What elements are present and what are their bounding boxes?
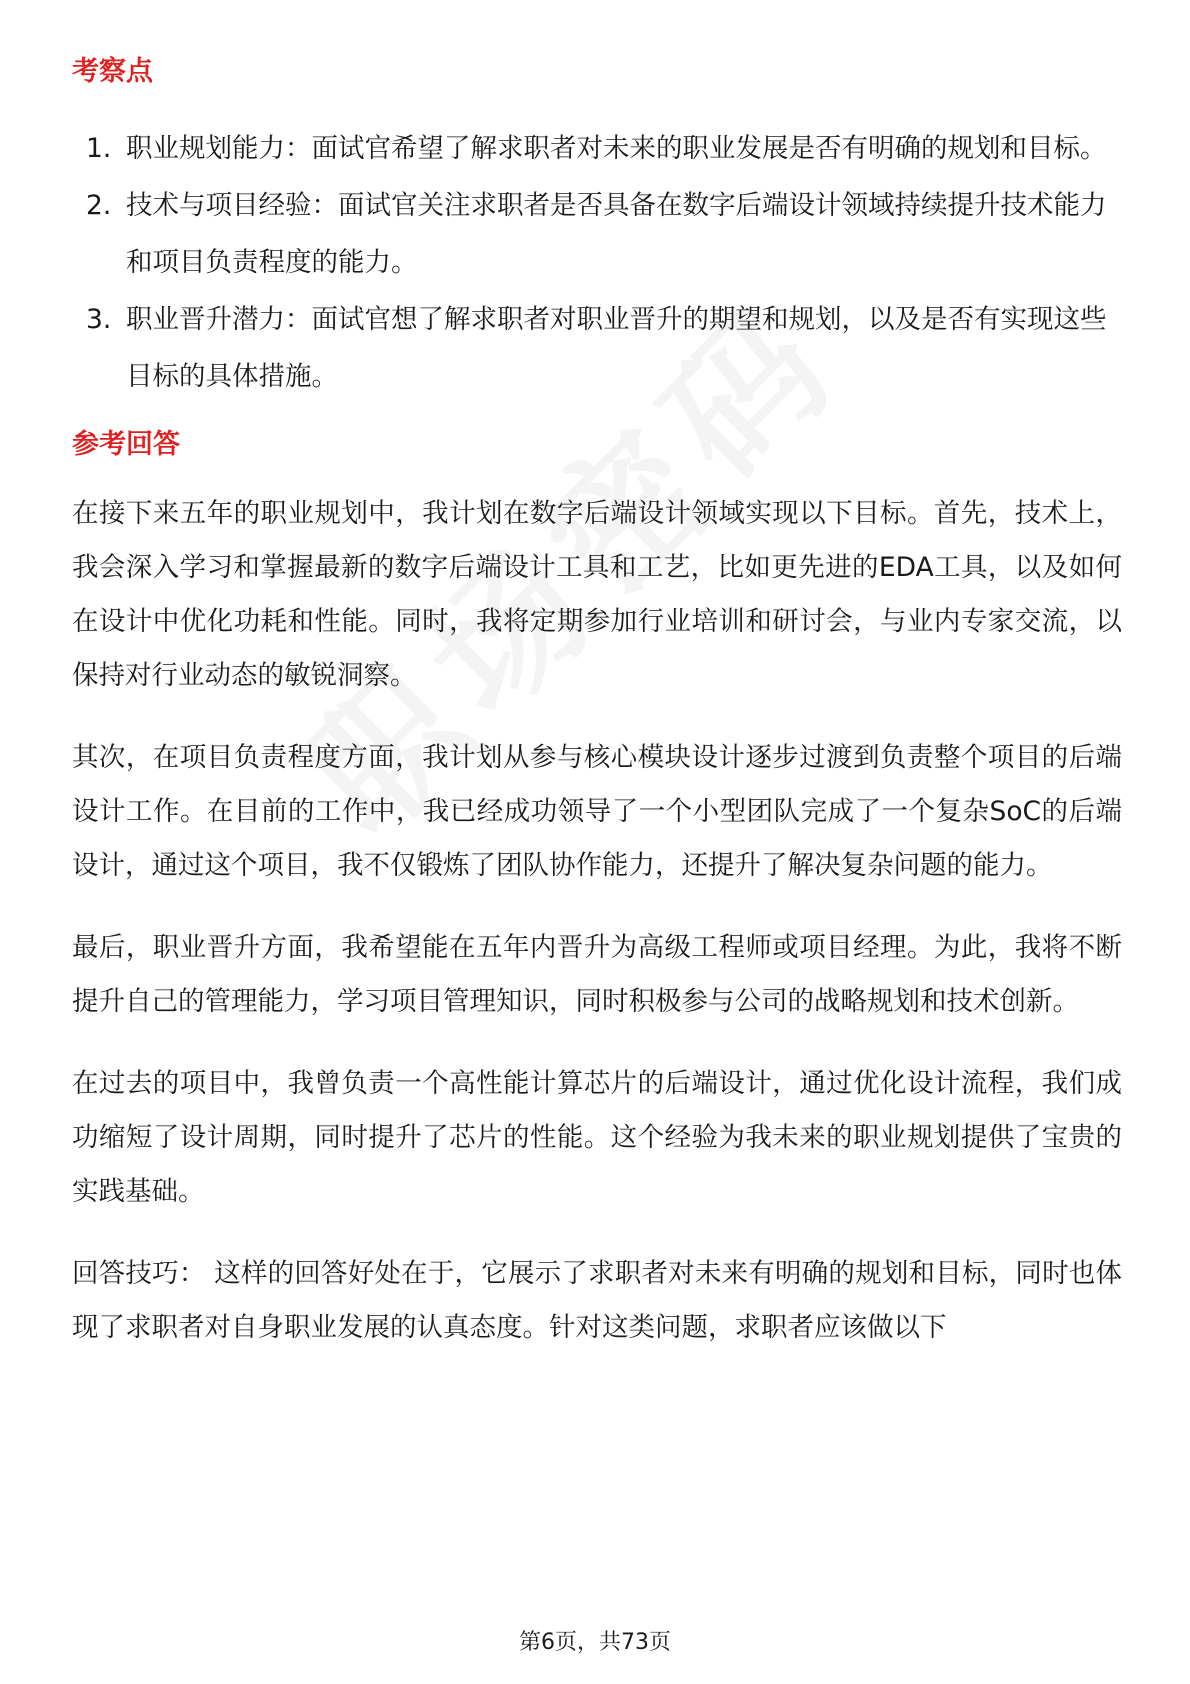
- tips-paragraph: 回答技巧： 这样的回答好处在于，它展示了求职者对未来有明确的规划和目标，同时也体现了求职者对自身职业发展的认真态度。针对这类问题，求职者应该做以下: [72, 1258, 1122, 1343]
- list-item-text: 职业规划能力：面试官希望了解求职者对未来的职业发展是否有明确的规划和目标。: [126, 133, 1107, 164]
- list-item: [72, 177, 1122, 291]
- list-item-text: 技术与项目经验：面试官关注求职者是否具备在数字后端设计领域持续提升技术能力和项目负责程度的能力。: [126, 190, 1107, 278]
- points-list: [72, 120, 1122, 405]
- answer-heading: 参考回答: [72, 429, 180, 460]
- answer-paragraph: 其次，在项目负责程度方面，我计划从参与核心模块设计逐步过渡到负责整个项目的后端设计工作。在目前的工作中，我已经成功领导了一个小型团队完成了一个复杂SoC的后端设计，通过这个项目，我不仅锻炼了团队协作能力，还提升了解决复杂问题的能力。: [72, 742, 1122, 881]
- page-footer: 第6页，共73页: [519, 1630, 671, 1655]
- page-content: [72, 40, 1122, 1355]
- answer-paragraph: 在过去的项目中，我曾负责一个高性能计算芯片的后端设计，通过优化设计流程，我们成功缩短了设计周期，同时提升了芯片的性能。这个经验为我未来的职业规划提供了宝贵的实践基础。: [72, 1068, 1122, 1207]
- list-item-text: 职业晋升潜力：面试官想了解求职者对职业晋升的期望和规划，以及是否有实现这些目标的具体措施。: [126, 304, 1107, 392]
- answer-paragraph: 在接下来五年的职业规划中，我计划在数字后端设计领域实现以下目标。首先，技术上，我会深入学习和掌握最新的数字后端设计工具和工艺，比如更先进的EDA工具，以及如何在设计中优化功耗和性能。同时，我将定期参加行业培训和研讨会，与业内专家交流，以保持对行业动态的敏锐洞察。: [72, 498, 1122, 691]
- list-number: 1.: [86, 133, 112, 164]
- list-item: [72, 291, 1122, 405]
- list-number: 2.: [86, 190, 112, 221]
- list-item: [72, 120, 1122, 177]
- answer-paragraph: 最后，职业晋升方面，我希望能在五年内晋升为高级工程师或项目经理。为此，我将不断提升自己的管理能力，学习项目管理知识，同时积极参与公司的战略规划和技术创新。: [72, 932, 1122, 1017]
- points-heading: 考察点: [72, 56, 153, 87]
- list-number: 3.: [86, 304, 112, 335]
